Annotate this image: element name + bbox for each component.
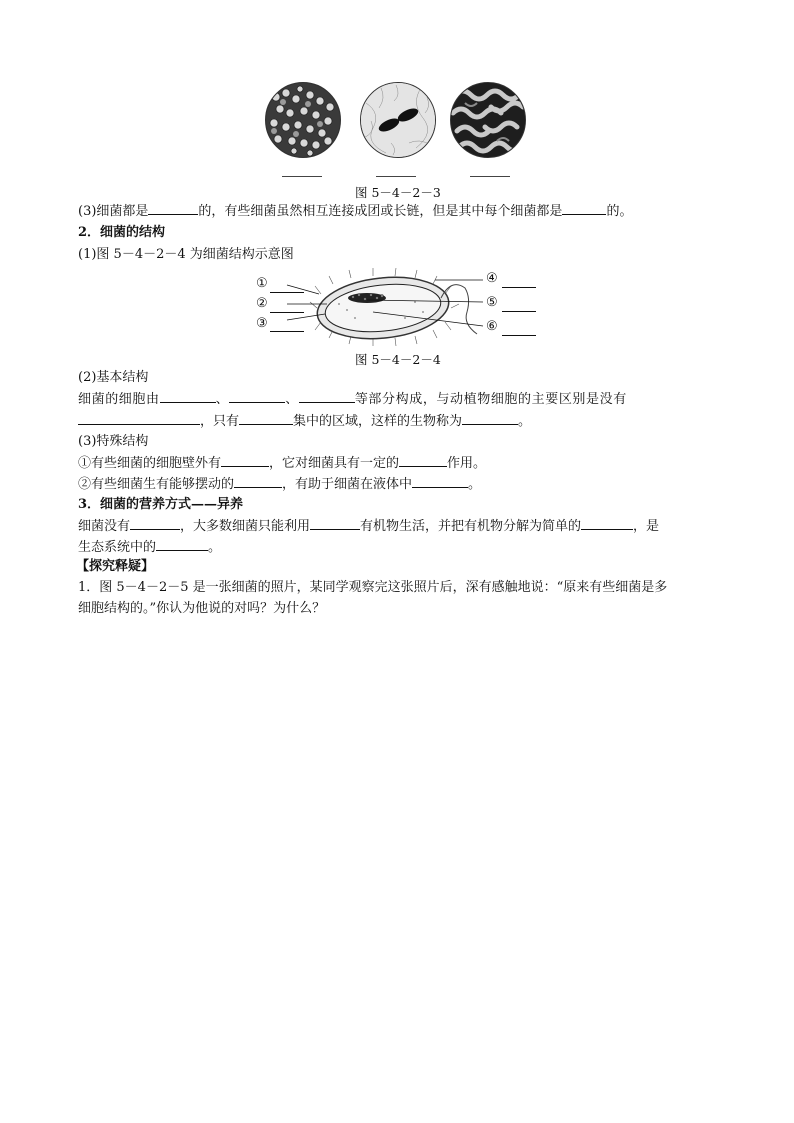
- diagram-label-1-blank[interactable]: [270, 292, 304, 293]
- text: 、: [215, 392, 230, 407]
- answer-blank[interactable]: [299, 390, 355, 403]
- answer-blank[interactable]: [160, 390, 216, 403]
- explore-heading: 【探究释疑】: [76, 559, 155, 574]
- explore-question-1-line-1: 1．图 5－4－2－5 是一张细菌的照片，某同学观察完这张照片后，深有感触地说：“原来有些细菌是多: [78, 580, 668, 595]
- subheading-figure-description: (1)图 5－4－2－4 为细菌结构示意图: [78, 247, 294, 262]
- answer-blank[interactable]: [148, 202, 198, 215]
- text: 细菌的细胞由: [78, 392, 160, 407]
- text: 。: [518, 414, 532, 429]
- answer-blank[interactable]: [229, 390, 285, 403]
- text: 生态系统中的: [78, 540, 157, 555]
- diagram-label-5: ⑤: [486, 295, 498, 310]
- answer-blank-3[interactable]: [470, 176, 510, 177]
- answer-blank-1[interactable]: [282, 176, 322, 177]
- text: ①有些细菌的细胞壁外有: [78, 456, 222, 471]
- diagram-label-3-blank[interactable]: [270, 331, 304, 332]
- nutrition-line-1: [78, 517, 659, 536]
- figure-caption-5-4-2-4: 图 5－4－2－4: [355, 352, 441, 367]
- explore-question-1-line-2: 细胞结构的。”你认为他说的对吗？为什么？: [78, 601, 326, 616]
- answer-blank[interactable]: [234, 475, 282, 488]
- text: ，只有: [200, 414, 240, 429]
- diagram-label-1: ①: [256, 276, 268, 291]
- diagram-label-6: ⑥: [486, 319, 498, 334]
- question-line-3: [78, 202, 632, 221]
- bacillus-image: [361, 83, 435, 157]
- micrograph-cocci: [265, 82, 341, 158]
- diagram-label-4: ④: [486, 271, 498, 286]
- answer-blank[interactable]: [581, 517, 633, 530]
- spirillum-image: [451, 83, 525, 157]
- basic-structure-line-1: [78, 390, 627, 409]
- answer-blank[interactable]: [399, 454, 447, 467]
- text: ，是: [633, 519, 660, 534]
- answer-blank[interactable]: [130, 517, 180, 530]
- answer-blank[interactable]: [78, 412, 200, 425]
- text: 等部分构成，与动植物细胞的主要区别是没有: [354, 392, 627, 407]
- special-structure-line-2: [78, 475, 481, 494]
- text: 的，有些细菌虽然相互连接成团或长链，但是其中每个细菌都是: [198, 204, 563, 219]
- text: ，它对细菌具有一定的: [269, 456, 400, 471]
- text: ②有些细菌生有能够摆动的: [78, 477, 235, 492]
- answer-blank-2[interactable]: [376, 176, 416, 177]
- diagram-label-2: ②: [256, 296, 268, 311]
- answer-blank[interactable]: [562, 202, 606, 215]
- cocci-image: [266, 83, 340, 157]
- answer-blank[interactable]: [221, 454, 269, 467]
- basic-structure-heading: (2)基本结构: [78, 370, 149, 385]
- diagram-label-5-blank[interactable]: [502, 311, 536, 312]
- answer-blank[interactable]: [239, 412, 293, 425]
- text: 细菌没有: [78, 519, 131, 534]
- text: 的。: [606, 204, 633, 219]
- figure-caption-5-4-2-3: 图 5－4－2－3: [355, 185, 441, 200]
- micrograph-spirillum: [450, 82, 526, 158]
- answer-blank[interactable]: [412, 475, 468, 488]
- section-heading-2: 2．细菌的结构: [78, 225, 166, 240]
- text: (3)细菌都是: [78, 204, 149, 219]
- micrograph-bacillus: [360, 82, 436, 158]
- bacteria-structure-diagram: [255, 268, 555, 348]
- diagram-label-3: ③: [256, 316, 268, 331]
- diagram-label-2-blank[interactable]: [270, 312, 304, 313]
- text: 、: [285, 392, 299, 407]
- text: 有机物生活，并把有机物分解为简单的: [360, 519, 582, 534]
- special-structure-heading: (3)特殊结构: [78, 434, 149, 449]
- answer-blank[interactable]: [462, 412, 518, 425]
- answer-blank[interactable]: [156, 538, 208, 551]
- text: 集中的区域，这样的生物称为: [293, 414, 463, 429]
- answer-blank[interactable]: [310, 517, 360, 530]
- text: ，大多数细菌只能利用: [180, 519, 311, 534]
- text: 。: [468, 477, 482, 492]
- diagram-label-4-blank[interactable]: [502, 287, 536, 288]
- text: 。: [208, 540, 222, 555]
- section-heading-3: 3．细菌的营养方式——异养: [78, 497, 244, 512]
- text: ，有助于细菌在液体中: [282, 477, 413, 492]
- basic-structure-line-2: [78, 412, 531, 431]
- special-structure-line-1: [78, 454, 486, 473]
- diagram-label-6-blank[interactable]: [502, 335, 536, 336]
- text: 作用。: [447, 456, 487, 471]
- nutrition-line-2: [78, 538, 221, 557]
